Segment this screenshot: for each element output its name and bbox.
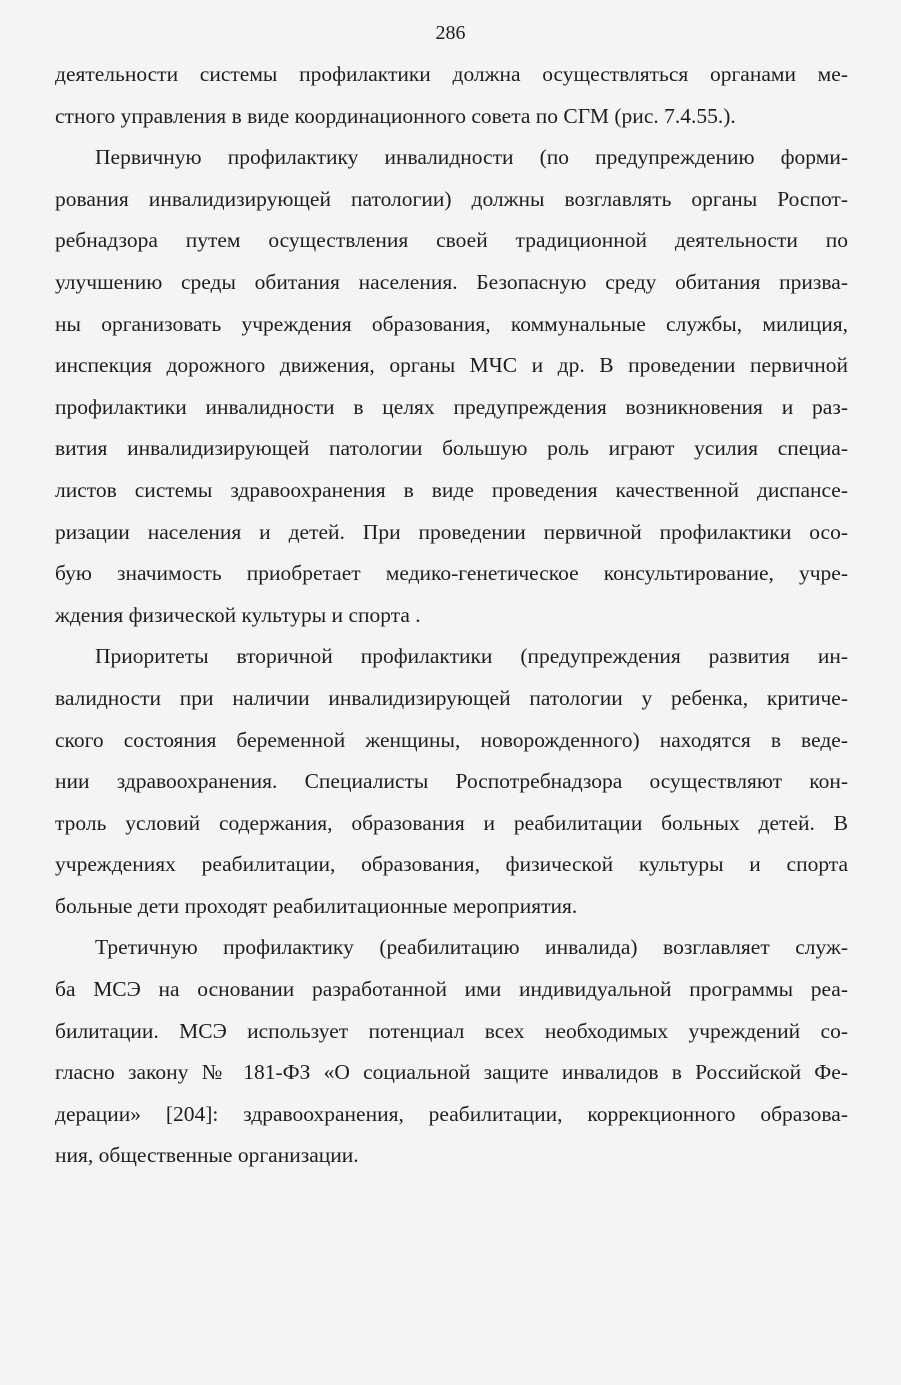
- text-line: улучшению среды обитания населения. Безопасную среду обитания призва-: [55, 269, 848, 294]
- text-line: ния, общественные организации.: [55, 1143, 359, 1168]
- text-line: профилактики инвалидности в целях предупреждения возникновения и раз-: [55, 394, 848, 419]
- text-line: ждения физической культуры и спорта .: [55, 602, 421, 627]
- body-text: [55, 54, 848, 1177]
- text-line: ского состояния беременной женщины, новорожденного) находятся в веде-: [55, 727, 848, 752]
- text-line: билитации. МСЭ использует потенциал всех необходимых учреждений со-: [55, 1018, 848, 1043]
- text-line: рования инвалидизирующей патологии) должны возглавлять органы Роспот-: [55, 186, 848, 211]
- text-line: Третичную профилактику (реабилитацию инвалида) возглавляет служ-: [95, 935, 848, 960]
- text-line: ны организовать учреждения образования, коммунальные службы, милиция,: [55, 311, 848, 336]
- text-line: гласно закону № 181-ФЗ «О социальной защите инвалидов в Российской Фе-: [55, 1060, 848, 1085]
- text-line: троль условий содержания, образования и реабилитации больных детей. В: [55, 810, 848, 835]
- paragraph: [55, 137, 848, 636]
- paragraph: [55, 54, 848, 137]
- text-line: деятельности системы профилактики должна осуществляться органами ме-: [55, 62, 848, 86]
- text-line: валидности при наличии инвалидизирующей патологии у ребенка, критиче-: [55, 685, 848, 710]
- text-line: нии здравоохранения. Специалисты Роспотребнадзора осуществляют кон-: [55, 769, 848, 794]
- paragraph: [55, 927, 848, 1177]
- text-line: вития инвалидизирующей патологии большую роль играют усилия специа-: [55, 436, 848, 461]
- text-line: Первичную профилактику инвалидности (по предупреждению форми-: [95, 145, 848, 170]
- text-line: листов системы здравоохранения в виде проведения качественной диспансе-: [55, 477, 848, 502]
- text-line: Приоритеты вторичной профилактики (предупреждения развития ин-: [95, 644, 848, 669]
- page-number: 286: [435, 22, 466, 44]
- text-line: стного управления в виде координационного совета по СГМ (рис. 7.4.55.).: [55, 103, 736, 128]
- text-line: ризации населения и детей. При проведении первичной профилактики осо-: [55, 519, 848, 544]
- text-line: дерации» [204]: здравоохранения, реабилитации, коррекционного образова-: [55, 1101, 848, 1126]
- text-line: учреждениях реабилитации, образования, физической культуры и спорта: [55, 852, 848, 877]
- text-line: ба МСЭ на основании разработанной ими индивидуальной программы реа-: [55, 977, 848, 1002]
- text-line: инспекция дорожного движения, органы МЧС и др. В проведении первичной: [55, 353, 848, 378]
- text-line: больные дети проходят реабилитационные мероприятия.: [55, 893, 578, 918]
- text-line: бую значимость приобретает медико-генетическое консультирование, учре-: [55, 561, 848, 586]
- paragraph: [55, 636, 848, 927]
- text-line: ребнадзора путем осуществления своей традиционной деятельности по: [55, 228, 848, 253]
